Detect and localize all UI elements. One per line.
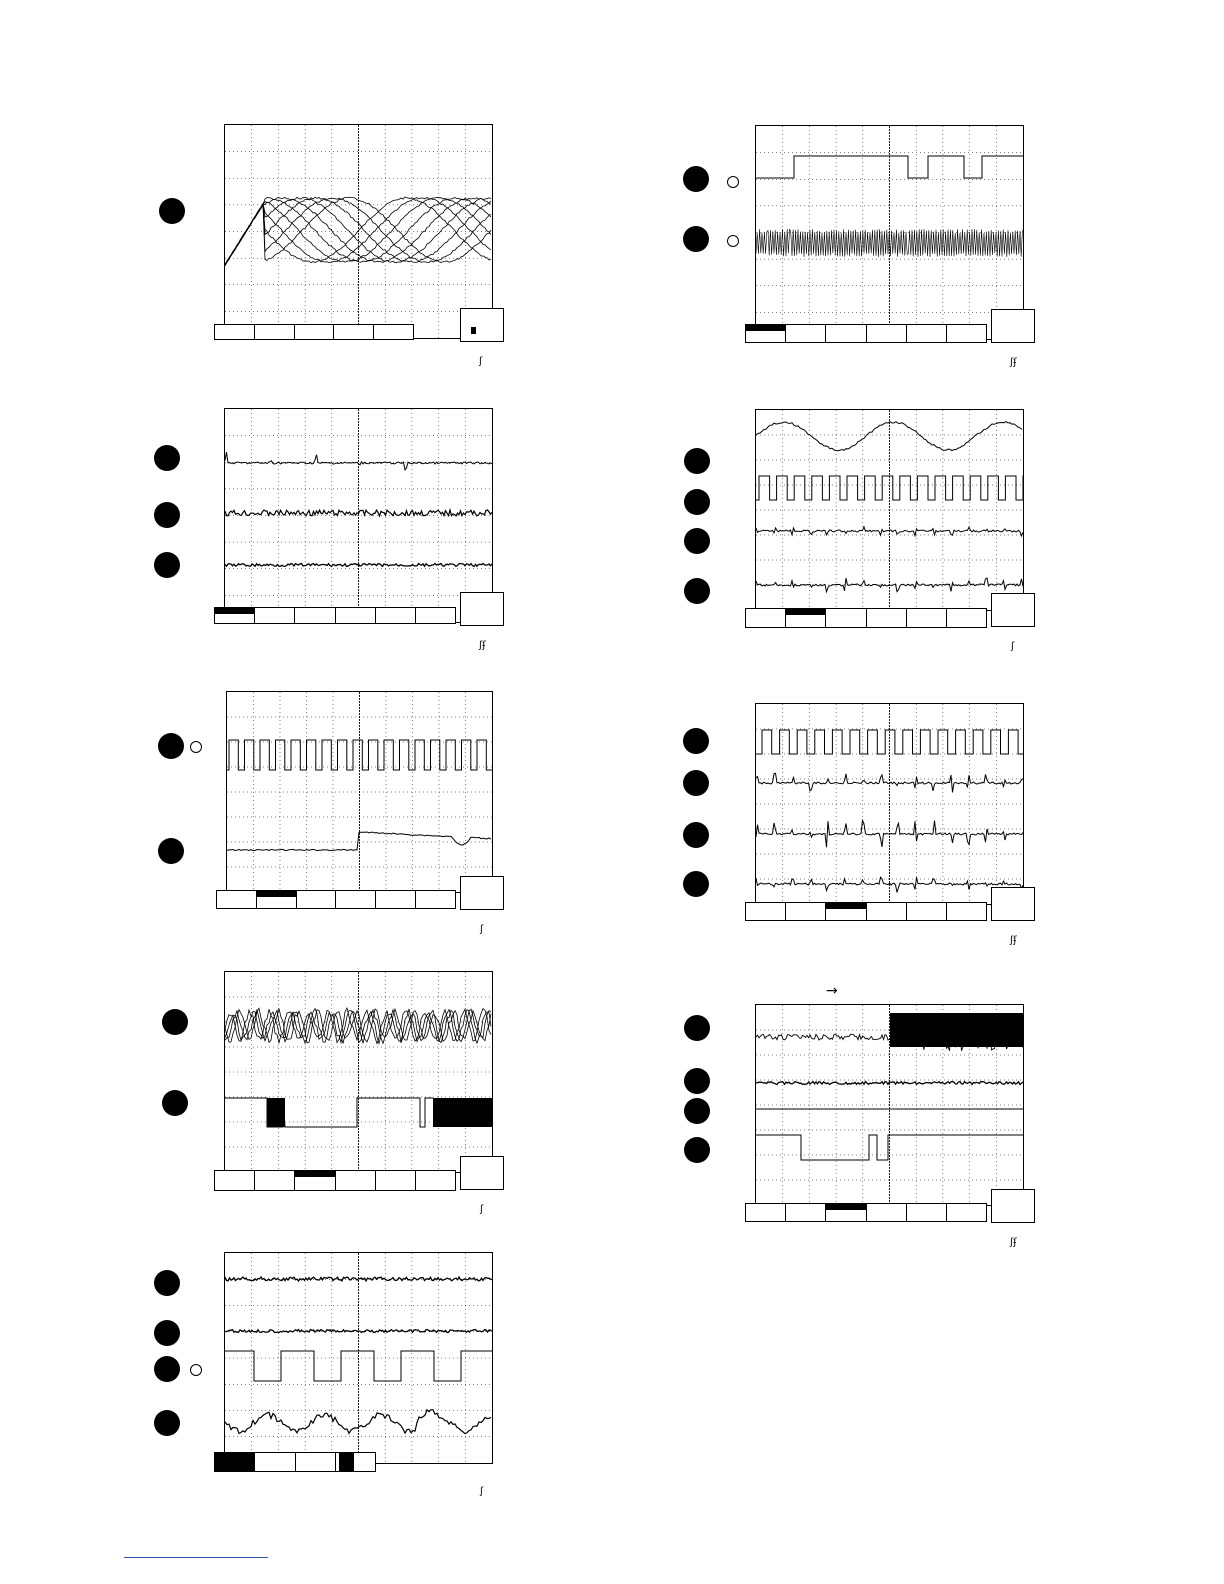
channel-marker bbox=[162, 1090, 188, 1116]
trigger-glyph-h: ʃʄ bbox=[1010, 935, 1017, 946]
channel-marker bbox=[162, 1009, 188, 1035]
channel-ring bbox=[190, 1364, 202, 1376]
menu-bar-c bbox=[216, 890, 456, 909]
channel-ring bbox=[190, 741, 202, 753]
channel-marker bbox=[154, 1410, 180, 1436]
channel-marker bbox=[683, 166, 709, 192]
channel-marker bbox=[683, 770, 709, 796]
menu-bar-g bbox=[745, 608, 987, 628]
channel-marker bbox=[683, 871, 709, 897]
channel-marker bbox=[684, 1137, 710, 1163]
info-box-a bbox=[460, 308, 504, 342]
waveform-screen-b bbox=[224, 408, 493, 623]
trigger-glyph-d: ʃ bbox=[480, 1204, 484, 1215]
channel-marker bbox=[684, 448, 710, 474]
channel-ring bbox=[727, 176, 739, 188]
waveform-screen-f bbox=[755, 125, 1024, 340]
menu-bar-d bbox=[214, 1170, 456, 1191]
channel-marker bbox=[154, 1356, 180, 1382]
info-box-f bbox=[991, 309, 1035, 343]
trigger-glyph-c: ʃ bbox=[480, 924, 484, 935]
trigger-glyph-a: ʃ bbox=[479, 356, 483, 367]
trigger-glyph-i: ʃʄ bbox=[1010, 1237, 1017, 1248]
channel-marker bbox=[684, 578, 710, 604]
channel-marker bbox=[154, 552, 180, 578]
channel-marker bbox=[684, 489, 710, 515]
channel-marker bbox=[154, 1270, 180, 1296]
waveform-screen-g bbox=[755, 409, 1024, 611]
channel-marker bbox=[683, 728, 709, 754]
menu-bar-e bbox=[214, 1452, 376, 1472]
trigger-glyph-b: ʃʄ bbox=[479, 640, 486, 651]
info-box-c bbox=[460, 876, 504, 910]
info-box-i bbox=[991, 1189, 1035, 1223]
menu-bar-f bbox=[745, 324, 987, 343]
channel-marker bbox=[158, 838, 184, 864]
channel-marker bbox=[159, 198, 185, 224]
info-box-b bbox=[460, 592, 504, 626]
channel-marker bbox=[154, 502, 180, 528]
waveform-screen-a bbox=[224, 124, 493, 339]
channel-marker bbox=[683, 822, 709, 848]
channel-marker bbox=[684, 1098, 710, 1124]
menu-bar-h bbox=[745, 902, 987, 921]
channel-marker bbox=[684, 1015, 710, 1041]
channel-marker bbox=[158, 733, 184, 759]
waveform-screen-h bbox=[755, 703, 1024, 905]
channel-marker bbox=[684, 1068, 710, 1094]
menu-bar-a bbox=[214, 324, 414, 340]
menu-bar-i bbox=[745, 1203, 987, 1222]
waveform-screen-i bbox=[755, 1004, 1024, 1206]
waveform-screen-d bbox=[224, 971, 493, 1173]
menu-bar-b bbox=[214, 607, 456, 624]
info-box-h bbox=[991, 887, 1035, 921]
waveform-screen-c bbox=[226, 691, 493, 893]
footer-link-line bbox=[124, 1557, 268, 1558]
info-box-g bbox=[991, 593, 1035, 627]
waveform-screen-e bbox=[224, 1252, 493, 1464]
arrow-icon: → bbox=[826, 983, 838, 999]
channel-marker bbox=[154, 445, 180, 471]
trigger-glyph-f: ʃʄ bbox=[1010, 357, 1017, 368]
trigger-glyph-e: ʃ bbox=[480, 1486, 484, 1497]
channel-marker bbox=[154, 1320, 180, 1346]
channel-marker bbox=[684, 528, 710, 554]
channel-ring bbox=[727, 235, 739, 247]
channel-marker bbox=[683, 226, 709, 252]
info-box-d bbox=[460, 1156, 504, 1190]
trigger-glyph-g: ʃ bbox=[1011, 641, 1015, 652]
